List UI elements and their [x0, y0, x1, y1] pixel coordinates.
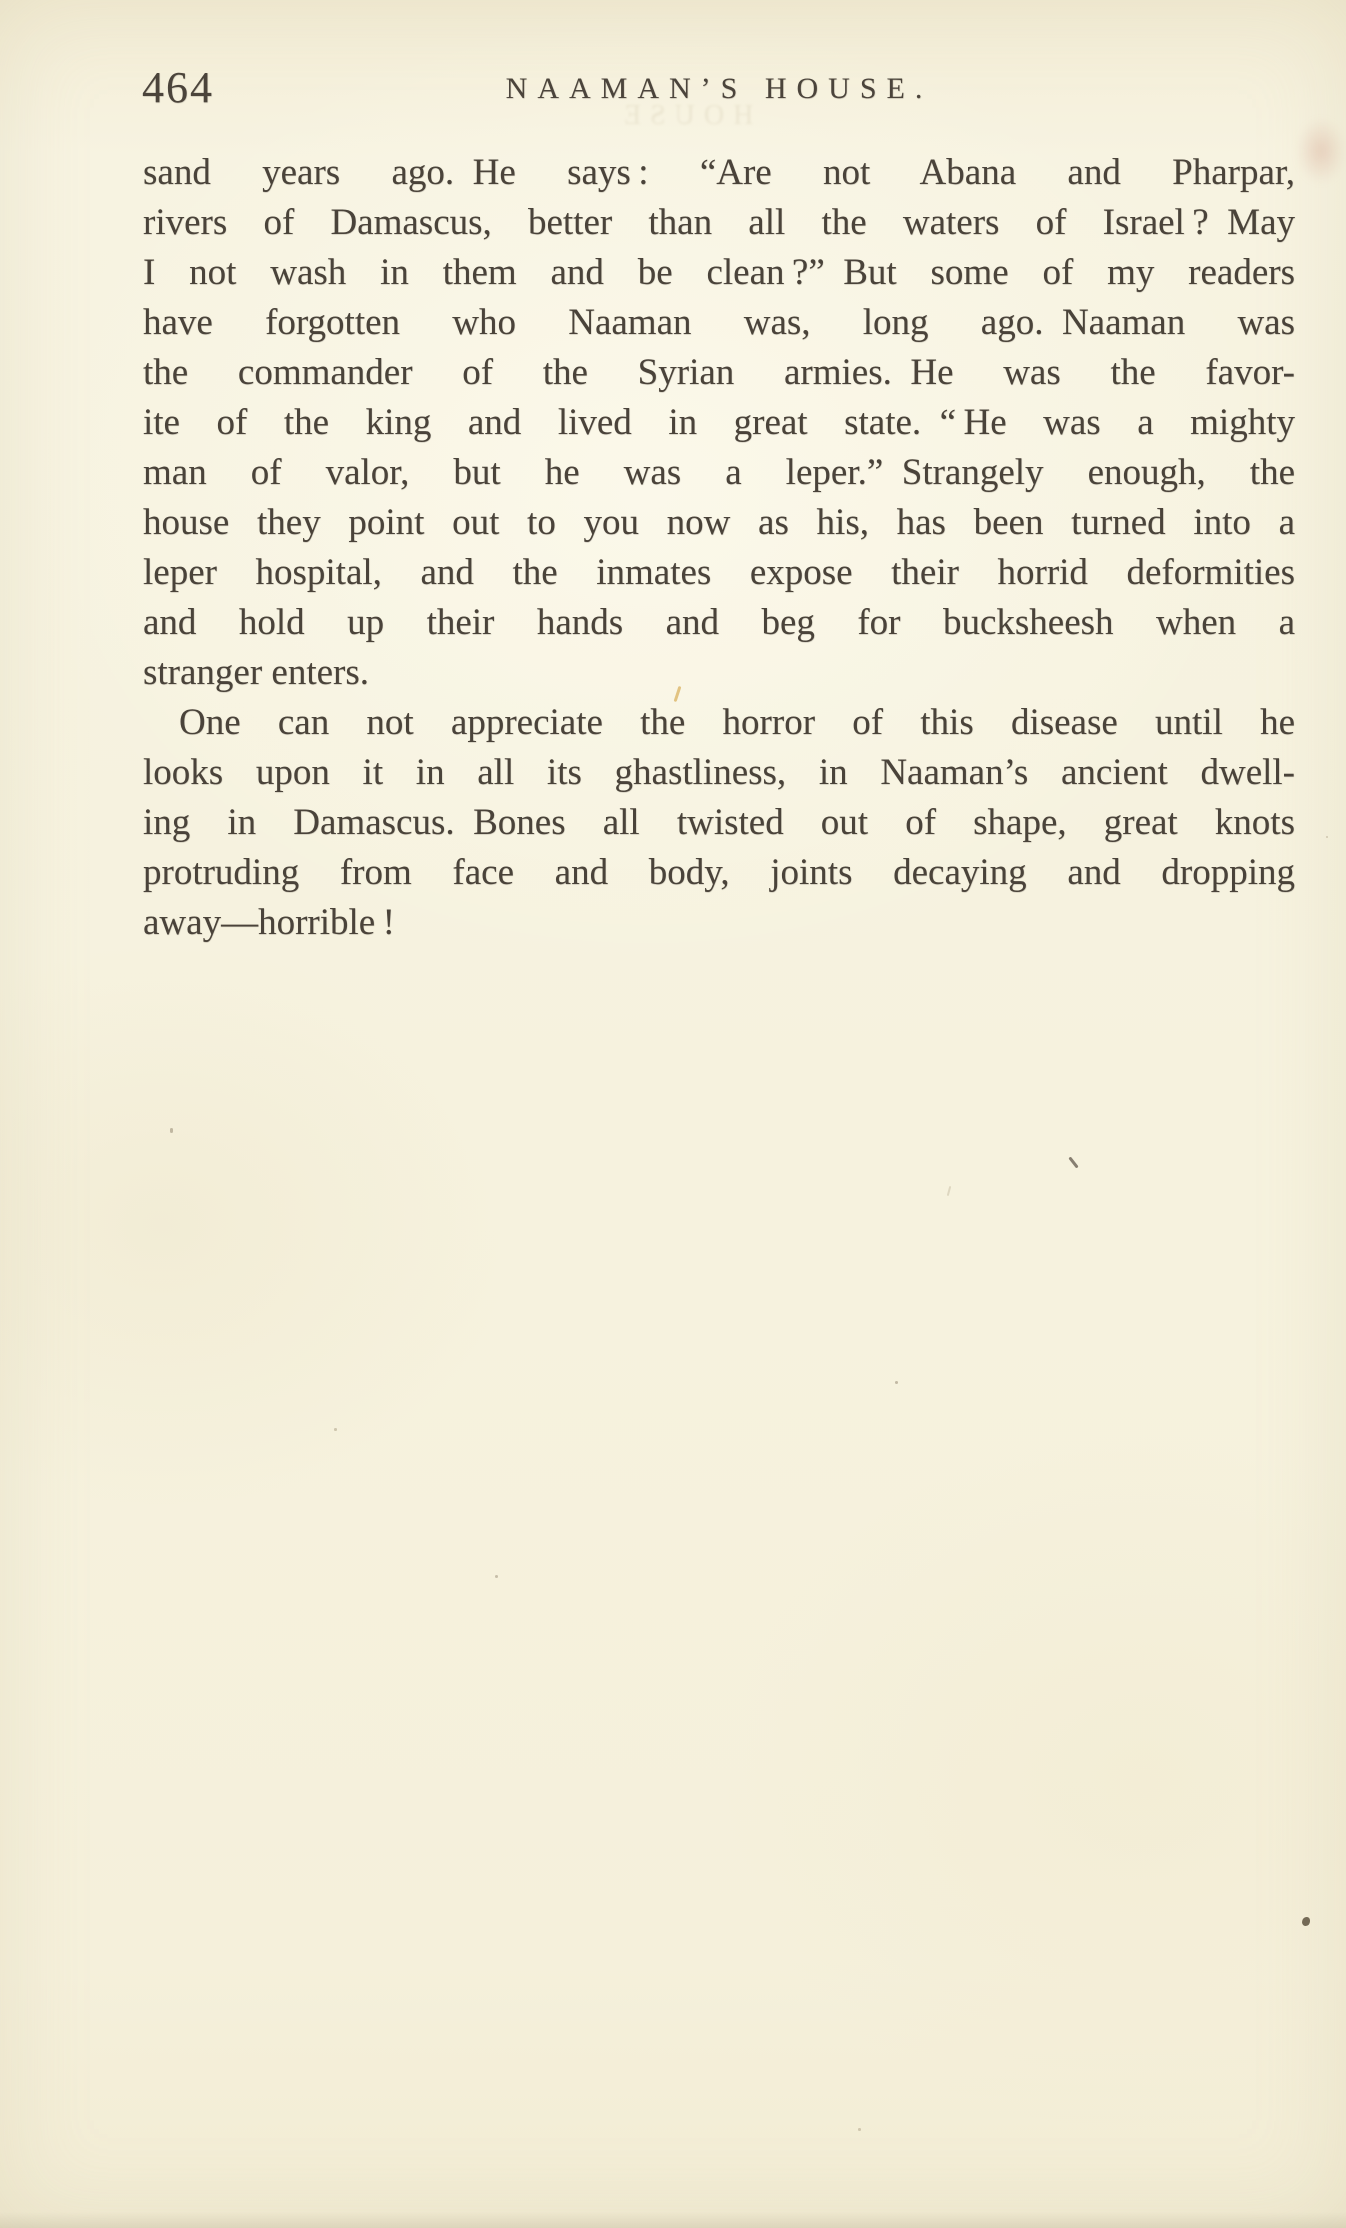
- text-line: house they point out to you now as his, has been turned into a: [143, 502, 1295, 543]
- paper-speck: [334, 1428, 337, 1431]
- paper-speck: [895, 1381, 898, 1384]
- text-line: One can not appreciate the horror of this disease until he: [179, 702, 1295, 743]
- running-header: NAAMAN’S HOUSE.: [505, 72, 933, 105]
- page-text: [143, 148, 1295, 948]
- text-line: the commander of the Syrian armies. He was the favor-: [143, 352, 1295, 393]
- text-line: ing in Damascus. Bones all twisted out of shape, great knots: [143, 802, 1295, 843]
- text-line: protruding from face and body, joints decaying and dropping: [143, 852, 1295, 893]
- paper-speck: [858, 2128, 861, 2131]
- paper-smudge: [1296, 118, 1346, 184]
- text-line: rivers of Damascus, better than all the waters of Israel ? May: [143, 202, 1295, 243]
- text-line: man of valor, but he was a leper.” Strangely enough, the: [143, 452, 1295, 493]
- text-line: ite of the king and lived in great state. “ He was a mighty: [143, 402, 1295, 443]
- text-line: looks upon it in all its ghastliness, in Naaman’s ancient dwell-: [143, 752, 1295, 793]
- paper-speck: [947, 1186, 952, 1196]
- text-line: sand years ago. He says : “Are not Abana and Pharpar,: [143, 152, 1295, 193]
- paper-speck: [1302, 1917, 1310, 1926]
- page-number: 464: [142, 63, 214, 112]
- show-through-text: HOUSE: [615, 100, 754, 131]
- paper-speck: [170, 1128, 173, 1133]
- text-line: I not wash in them and be clean ?” But some of my readers: [143, 252, 1295, 293]
- text-line: away—horrible !: [143, 902, 395, 943]
- text-line: and hold up their hands and beg for bucksheesh when a: [143, 602, 1295, 643]
- text-line: stranger enters.: [143, 652, 370, 693]
- text-line: have forgotten who Naaman was, long ago. Naaman was: [143, 302, 1295, 343]
- paper-speck: [1068, 1156, 1078, 1168]
- paper-speck: [495, 1575, 498, 1578]
- text-line: leper hospital, and the inmates expose their horrid deformities: [143, 552, 1295, 593]
- paper-speck: [1326, 836, 1328, 838]
